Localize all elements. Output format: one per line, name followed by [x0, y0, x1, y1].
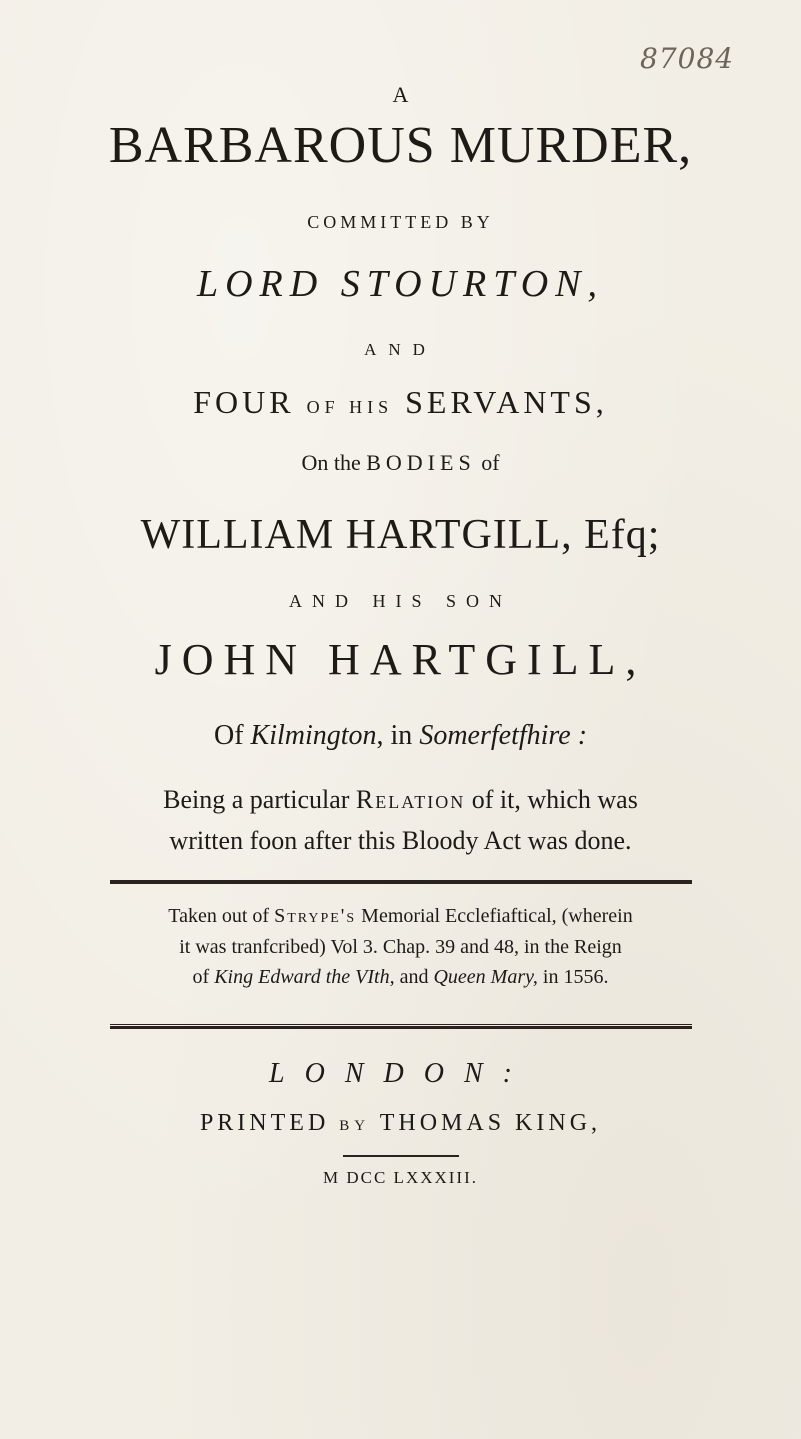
- strype-name: Strype's: [274, 905, 357, 927]
- and-his-son-line: AND HIS SON: [288, 591, 512, 611]
- of-his-word: OF HIS: [306, 397, 394, 417]
- printed-word: PRINTED: [199, 1110, 330, 1136]
- on-the-bodies-line: [0, 450, 801, 476]
- short-rule-divider: [343, 1155, 459, 1157]
- bodies-word: BODIES: [366, 450, 476, 475]
- description-line-2: written foon after this Bloody Act was done.: [169, 826, 632, 855]
- relation-word: Relation: [355, 785, 466, 814]
- victim-william: WILLIAM HARTGILL, Efq;: [140, 512, 661, 558]
- taken-prefix: Taken out of: [168, 905, 270, 927]
- source-line-1: [0, 905, 801, 928]
- handwritten-shelfmark: 87084: [640, 42, 735, 75]
- imprint-date: M DCC LXXXIII.: [322, 1168, 479, 1187]
- source-line-2: it was tranfcribed) Vol 3. Chap. 39 and 48, in the Reign: [179, 936, 622, 958]
- on-the-word: On the: [301, 450, 361, 475]
- source-and: and: [399, 966, 429, 988]
- imprint-printer-line: [0, 1110, 801, 1137]
- taken-suffix: Memorial Ecclefiaftical, (wherein: [361, 905, 633, 927]
- servants-word: SERVANTS,: [405, 384, 608, 420]
- by-word: BY: [339, 1118, 371, 1134]
- source-year: in 1556.: [542, 966, 609, 988]
- lord-name: LORD STOURTON,: [196, 263, 604, 305]
- queen-name: Queen Mary,: [433, 966, 538, 988]
- king-name: King Edward the VIth,: [214, 966, 395, 988]
- victim-john: JOHN HARTGILL,: [154, 635, 647, 684]
- place-in: , in: [376, 720, 413, 751]
- place-county: Somerfetfhire :: [419, 720, 588, 751]
- and-line: AND: [364, 340, 437, 359]
- committed-by: COMMITTED BY: [307, 212, 494, 232]
- place-town: Kilmington: [250, 720, 377, 751]
- of-word: of: [481, 450, 500, 475]
- place-of: Of: [213, 720, 244, 751]
- imprint-city: LONDON:: [269, 1058, 532, 1089]
- four-servants-line: [0, 384, 801, 421]
- source-of: of: [192, 966, 210, 988]
- place-line: [0, 720, 801, 752]
- description-line-1: [0, 785, 801, 815]
- thick-rule-divider: [110, 880, 692, 884]
- title-article: A: [392, 82, 409, 107]
- four-word: FOUR: [193, 384, 295, 420]
- double-rule-divider: [110, 1024, 692, 1029]
- source-line-3: [0, 966, 801, 989]
- being-suffix: of it, which was: [471, 785, 638, 814]
- main-title: BARBAROUS MURDER,: [108, 117, 693, 174]
- being-prefix: Being a particular: [163, 785, 350, 814]
- printer-name: THOMAS KING,: [379, 1110, 602, 1136]
